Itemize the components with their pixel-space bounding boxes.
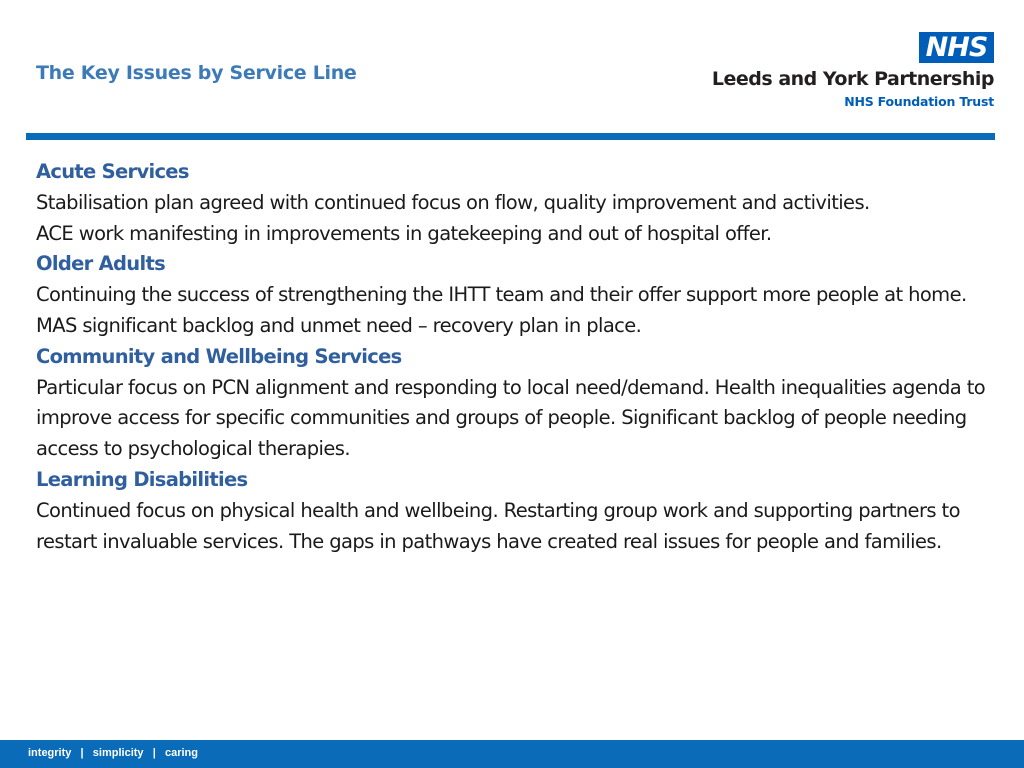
footer-bar (0, 740, 1024, 768)
footer-values: integrity | simplicity | caring (28, 747, 198, 759)
org-subtitle: NHS Foundation Trust (844, 94, 994, 109)
slide-title: The Key Issues by Service Line (36, 62, 357, 84)
nhs-trust-logo (704, 32, 994, 112)
section-heading-acute: Acute Services (36, 160, 189, 183)
section-paragraph: MAS significant backlog and unmet need – recovery plan in place. (36, 313, 642, 337)
section-paragraph: Continued focus on physical health and wellbeing. Restarting group work and supporting partners to restart invaluable services. The gaps in pathways have created real issues for people and families. (36, 498, 960, 553)
nhs-badge: NHS (919, 32, 994, 63)
org-name: Leeds and York Partnership (711, 68, 994, 90)
section-heading-learning-disabilities: Learning Disabilities (36, 467, 248, 491)
section-paragraph: ACE work manifesting in improvements in gatekeeping and out of hospital offer. (36, 221, 772, 245)
section-heading-community: Community and Wellbeing Services (36, 344, 402, 368)
section-paragraph: Stabilisation plan agreed with continued focus on flow, quality improvement and activities. (36, 190, 870, 214)
section-heading-older-adults: Older Adults (36, 252, 165, 276)
section-paragraph: Continuing the success of strengthening the IHTT team and their offer support more people at home. (36, 283, 967, 307)
content-body (36, 157, 1006, 557)
section-paragraph: Particular focus on PCN alignment and responding to local need/demand. Health inequalities agenda to improve access for specific communities and groups of people. Significant backlog of people needing access to psychological therapies. (36, 375, 986, 461)
header-divider (26, 133, 995, 140)
